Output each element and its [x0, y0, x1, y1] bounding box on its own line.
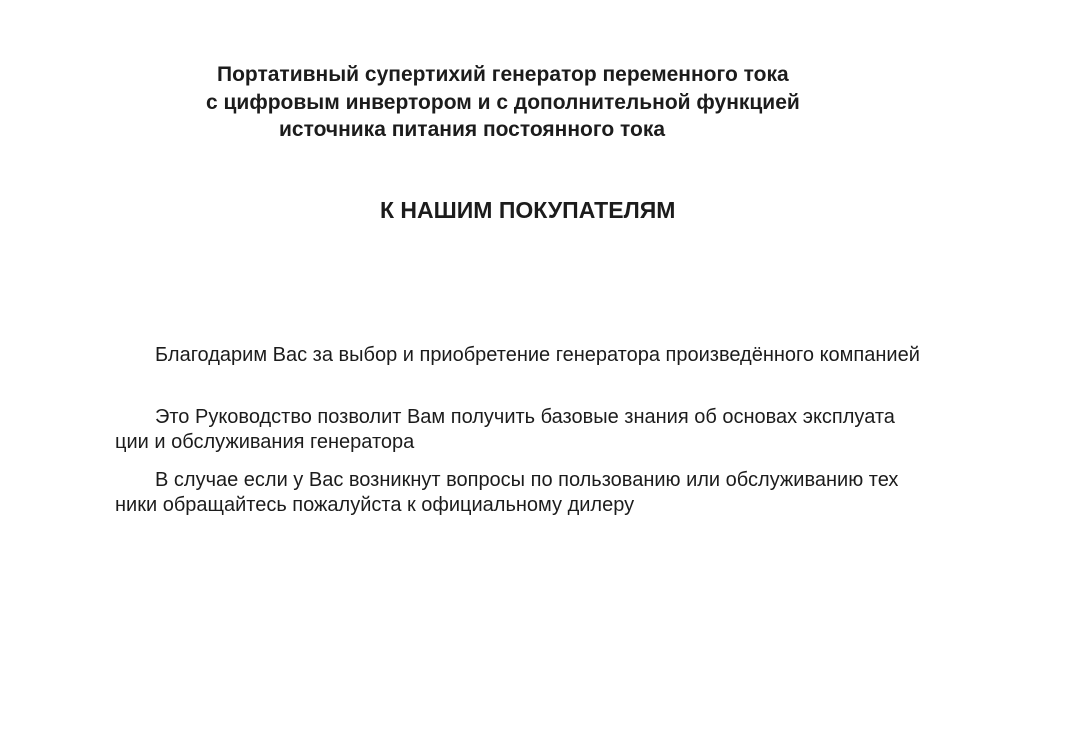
document-title-line-3: источника питания постоянного тока [279, 118, 666, 141]
paragraph-3-line-2: ники обращайтесь пожалуйста к официальному дилеру [115, 494, 635, 516]
paragraph-2-line-1: Это Руководство позволит Вам получить базовые знания об основах эксплуата [155, 406, 895, 428]
document-title-line-2: с цифровым инвертором и с дополнительной функцией [206, 91, 800, 114]
paragraph-2-line-2: ции и обслуживания генератора [115, 431, 415, 453]
document-title-line-1: Портативный супертихий генератор переменного тока [217, 63, 789, 86]
paragraph-1-line-1: Благодарим Вас за выбор и приобретение генератора произведённого компанией [155, 344, 920, 366]
paragraph-3-line-1: В случае если у Вас возникнут вопросы по пользованию или обслуживанию тех [155, 469, 899, 491]
section-heading: К НАШИМ ПОКУПАТЕЛЯМ [380, 197, 676, 223]
